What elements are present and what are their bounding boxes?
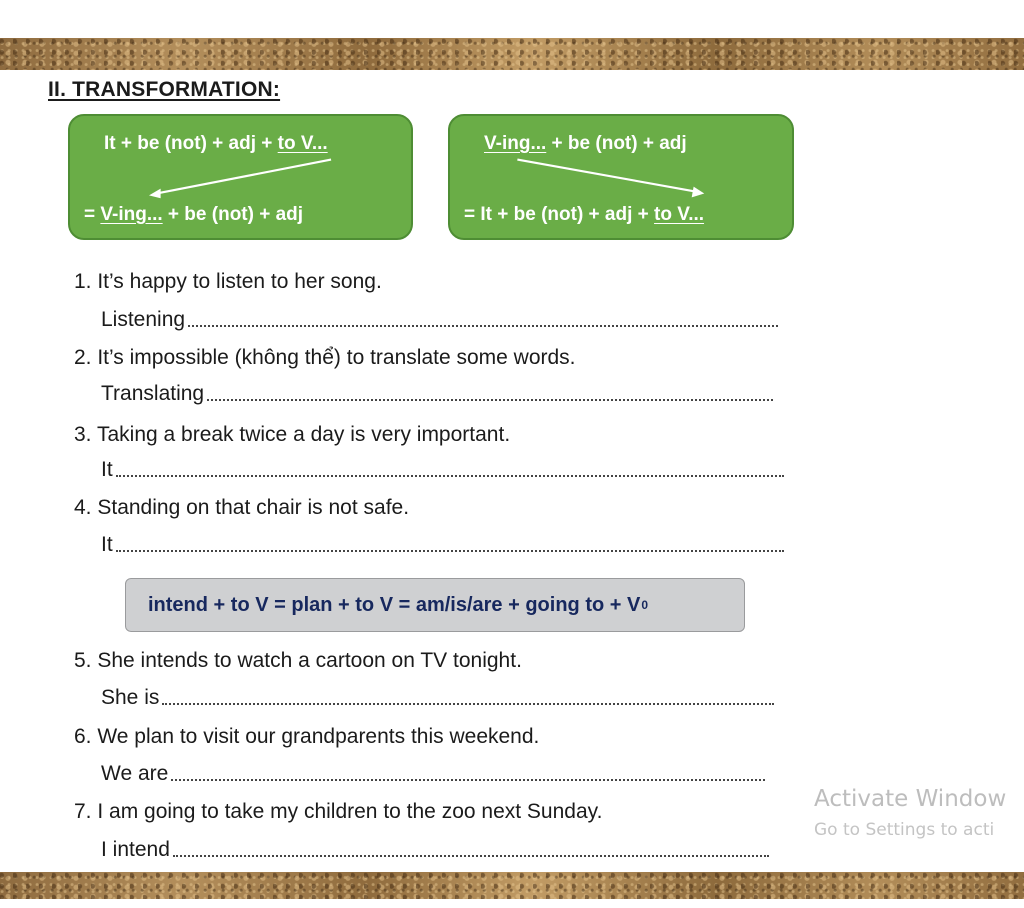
exercise-question-6: 6. We plan to visit our grandparents this weekend. (74, 725, 540, 748)
exercise-answer-4[interactable] (101, 533, 784, 557)
rule-box (125, 578, 745, 632)
formula-right-line1-text: + be (not) + adj (546, 133, 687, 154)
exercise-question-1: 1. It’s happy to listen to her song. (74, 270, 382, 293)
answer-start-2: Translating (101, 382, 205, 405)
exercise-answer-5[interactable] (101, 686, 774, 710)
answer-line-7[interactable] (173, 854, 769, 857)
answer-line-6[interactable] (171, 778, 765, 781)
rule-box-subscript: 0 (641, 598, 649, 612)
exercise-answer-1[interactable] (101, 308, 778, 332)
formula-left-line1 (104, 133, 328, 155)
rule-box-text: intend + to V = plan + to V = am/is/are + going to + V (148, 593, 641, 616)
exercise-answer-7[interactable] (101, 838, 769, 862)
answer-line-1[interactable] (188, 324, 778, 327)
answer-start-5: She is (101, 686, 160, 709)
answer-line-4[interactable] (116, 549, 784, 552)
formula-box-left (68, 114, 413, 240)
cork-border-top (0, 38, 1024, 70)
answer-start-1: Listening (101, 308, 186, 331)
answer-start-4: It (101, 533, 113, 556)
formula-right-line2-underlined: to V... (654, 204, 705, 225)
cork-border-bottom (0, 872, 1024, 899)
formula-right-line1 (484, 133, 687, 155)
answer-line-2[interactable] (207, 398, 773, 401)
answer-start-3: It (101, 458, 113, 481)
answer-line-5[interactable] (162, 702, 774, 705)
exercise-answer-2[interactable] (101, 382, 773, 406)
exercise-question-2: 2. It’s impossible (không thể) to translate some words. (74, 346, 576, 369)
exercise-question-7: 7. I am going to take my children to the zoo next Sunday. (74, 800, 603, 823)
page-bottom-margin (0, 899, 1024, 908)
formula-left-line1-underlined: to V... (277, 133, 328, 154)
formula-left-line2-prefix: = (84, 204, 101, 225)
formula-left-line2 (84, 204, 303, 226)
answer-line-3[interactable] (116, 474, 784, 477)
formula-right-line2-text: = It + be (not) + adj + (464, 204, 655, 225)
exercise-answer-6[interactable] (101, 762, 765, 786)
formula-left-line2-underlined: V-ing... (100, 204, 163, 225)
formula-right-line2 (464, 204, 704, 226)
formula-right-line1-underlined: V-ing... (484, 133, 547, 154)
exercise-question-4: 4. Standing on that chair is not safe. (74, 496, 410, 519)
answer-start-7: I intend (101, 838, 170, 861)
exercise-question-5: 5. She intends to watch a cartoon on TV tonight. (74, 649, 522, 672)
formula-left-line1-text: It + be (not) + adj + (104, 133, 278, 154)
formula-box-right (448, 114, 794, 240)
page-top-margin (0, 0, 1024, 38)
formula-left-line2-text: + be (not) + adj (162, 204, 304, 225)
exercise-question-3: 3. Taking a break twice a day is very important. (74, 423, 511, 446)
activation-watermark-title: Activate Window (814, 786, 1007, 812)
section-title: II. TRANSFORMATION: (48, 78, 281, 101)
answer-start-6: We are (101, 762, 169, 785)
activation-watermark-subtitle[interactable]: Go to Settings to acti (814, 820, 995, 840)
exercise-answer-3[interactable] (101, 458, 784, 482)
